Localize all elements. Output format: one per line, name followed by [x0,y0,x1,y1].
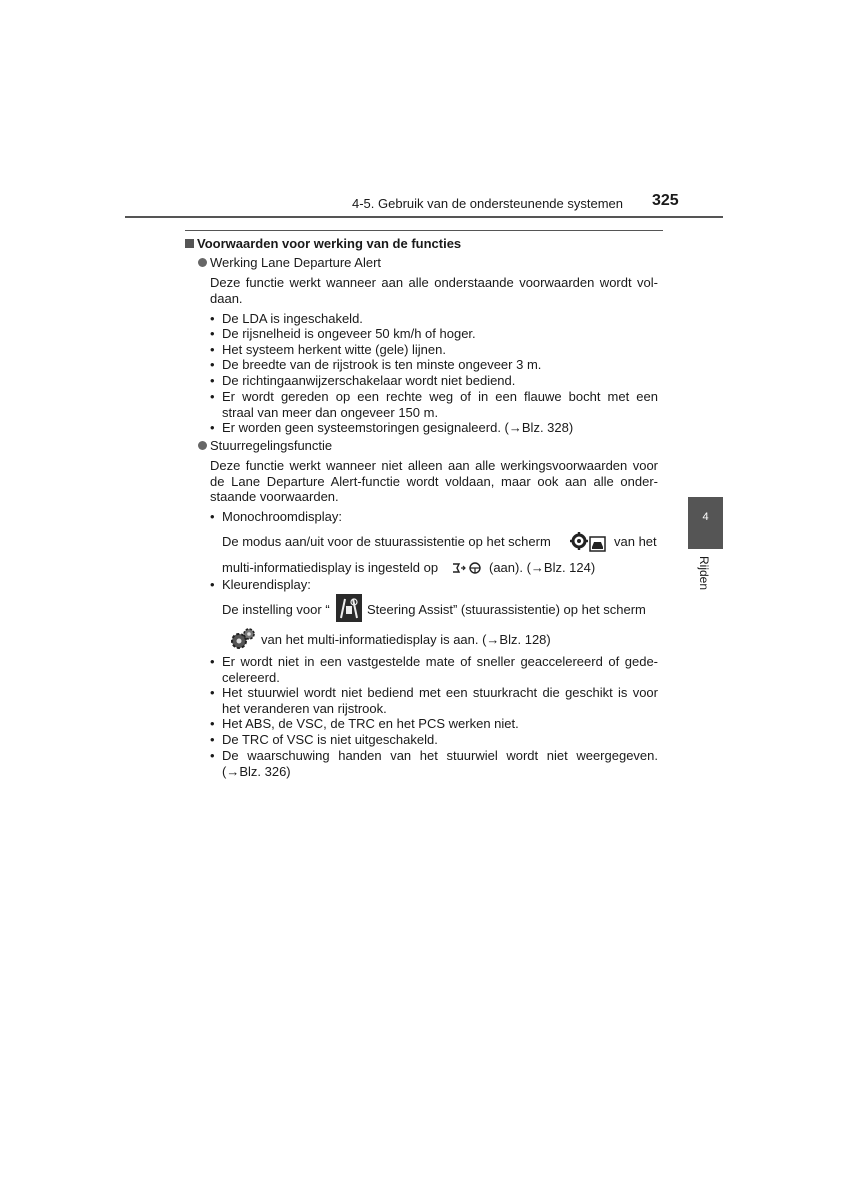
chapter-number: 4 [702,511,709,523]
list-item: • Kleurendisplay: [210,577,311,592]
square-bullet-icon [185,239,194,248]
section-title: Voorwaarden voor werking van de functies [185,236,461,251]
list-item: • Er wordt gereden op een rechte weg of in een flauwe bocht met een straal van meer dan ongeveer 150 m. [210,389,658,420]
mono-line-2: multi-informatiedisplay is ingesteld op [222,560,439,575]
subsection-title-lda: Werking Lane Departure Alert [198,255,381,270]
circle-bullet-icon [198,441,207,450]
mono-line-1: De modus aan/uit voor de stuurassistentie op het scherm [222,534,551,549]
chapter-tab [688,497,723,549]
steering-intro: Deze functie werkt wanneer niet alleen aan alle werkingsvoorwaarden voor de Lane Departure Alert-functie wordt voldaan, maar ook aan alle onder- staande voorwaarden. [210,458,658,505]
list-item: • De rijsnelheid is ongeveer 50 km/h of hoger. [210,326,476,341]
list-item: • De LDA is ingeschakeld. [210,311,363,326]
section-rule [185,230,663,231]
color-line-1b: Steering Assist” (stuurassistentie) op het scherm [367,602,646,617]
list-item: • De richtingaanwijzerschakelaar wordt niet bediend. [210,373,516,388]
steering-assist-icon [336,594,362,622]
settings-vehicle-icon [570,531,608,553]
list-item: • De waarschuwing handen van het stuurwiel wordt niet weergegeven. (→Blz. 326) [210,748,658,779]
list-item: • De TRC of VSC is niet uitgeschakeld. [210,732,438,747]
chapter-label: Rijden [697,556,711,591]
list-item: • Monochroomdisplay: [210,509,342,524]
header-rule [125,216,723,218]
gear-settings-icon [229,627,257,651]
list-item: • Het stuurwiel wordt niet bediend met een stuurkracht die geschikt is voor het veranderen van rijstrook. [210,685,658,716]
list-item: • De breedte van de rijstrook is ten minste ongeveer 3 m. [210,357,542,372]
subsection-title-steering: Stuurregelingsfunctie [198,438,332,453]
mono-line-2b: (aan). (→Blz. 124) [489,560,596,575]
list-item: • Er wordt niet in een vastgestelde mate of sneller geaccelereerd of gede- celereerd. [210,654,658,685]
color-line-2: van het multi-informatiedisplay is aan. (→Blz. 128) [261,632,551,647]
color-line-1a: De instelling voor “ [222,602,330,617]
page-number: 325 [652,192,679,209]
list-item: • Het systeem herkent witte (gele) lijnen. [210,342,446,357]
list-item: • Er worden geen systeemstoringen gesignaleerd. (→Blz. 328) [210,420,574,435]
steering-assist-on-icon [451,561,485,575]
lda-intro: Deze functie werkt wanneer aan alle onderstaande voorwaarden wordt vol- daan. [210,275,658,306]
list-item: • Het ABS, de VSC, de TRC en het PCS werken niet. [210,716,519,731]
mono-line-1b: van het [614,534,657,549]
running-header: 4-5. Gebruik van de ondersteunende systemen [352,196,624,211]
circle-bullet-icon [198,258,207,267]
